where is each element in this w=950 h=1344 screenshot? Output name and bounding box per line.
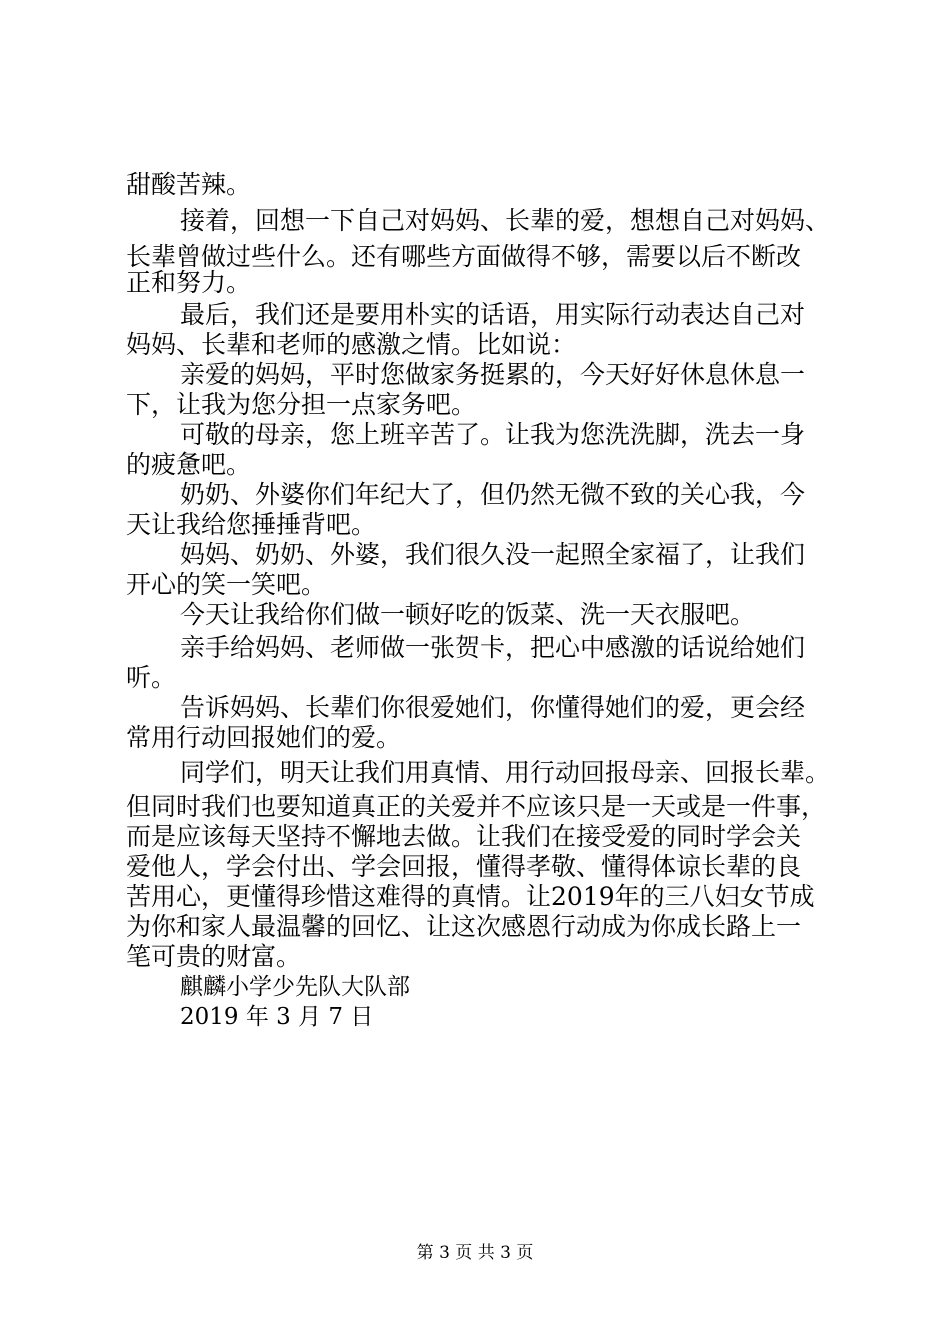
text-line: 妈妈、奶奶、外婆，我们很久没一起照全家福了，让我们 (180, 540, 806, 569)
text-line: 今天让我给你们做一顿好吃的饭菜、洗一天衣服吧。 (180, 600, 756, 629)
text-line: 正和努力。 (126, 268, 252, 297)
text-line: 的疲惫吧。 (126, 450, 252, 479)
text-line: 亲手给妈妈、老师做一张贺卡，把心中感激的话说给她们 (180, 633, 806, 662)
text-line: 听。 (126, 663, 177, 692)
text-line: 苦用心，更懂得珍惜这难得的真情。让2019年的三八妇女节成 (126, 882, 815, 911)
text-line: 笔可贵的财富。 (126, 942, 302, 971)
text-line: 常用行动回报她们的爱。 (126, 723, 402, 752)
text-line: 下，让我为您分担一点家务吧。 (126, 390, 477, 419)
text-line: 开心的笑一笑吧。 (126, 570, 327, 599)
text-line: 天让我给您捶捶背吧。 (126, 510, 377, 539)
text-line: 最后，我们还是要用朴实的话语，用实际行动表达自己对 (180, 300, 806, 329)
text-line: 为你和家人最温馨的回忆、让这次感恩行动成为你成长路上一 (126, 912, 802, 941)
text-line: 可敬的母亲，您上班辛苦了。让我为您洗洗脚，洗去一身 (180, 420, 806, 449)
text-line: 妈妈、长辈和老师的感激之情。比如说： (126, 330, 577, 359)
text-line: 长辈曾做过些什么。还有哪些方面做得不够，需要以后不断改 (126, 242, 802, 271)
text-line: 爱他人，学会付出、学会回报，懂得孝敬、懂得体谅长辈的良 (126, 852, 802, 881)
signature-organization: 麒麟小学少先队大队部 (180, 974, 410, 1000)
page-number-footer: 第 3 页 共 3 页 (416, 1243, 534, 1263)
text-line: 而是应该每天坚持不懈地去做。让我们在接受爱的同时学会关 (126, 822, 802, 851)
text-line: 但同时我们也要知道真正的关爱并不应该只是一天或是一件事， (126, 792, 827, 821)
text-line: 同学们，明天让我们用真情、用行动回报母亲、回报长辈。 (180, 758, 831, 787)
signature-date: 2019 年 3 月 7 日 (180, 1004, 374, 1030)
text-line: 接着，回想一下自己对妈妈、长辈的爱，想想自己对妈妈、 (180, 206, 831, 235)
text-line: 亲爱的妈妈，平时您做家务挺累的，今天好好休息休息一 (180, 360, 806, 389)
text-line: 奶奶、外婆你们年纪大了，但仍然无微不致的关心我，今 (180, 480, 806, 509)
text-line: 告诉妈妈、长辈们你很爱她们，你懂得她们的爱，更会经 (180, 693, 806, 722)
text-line: 甜酸苦辣。 (126, 170, 252, 199)
